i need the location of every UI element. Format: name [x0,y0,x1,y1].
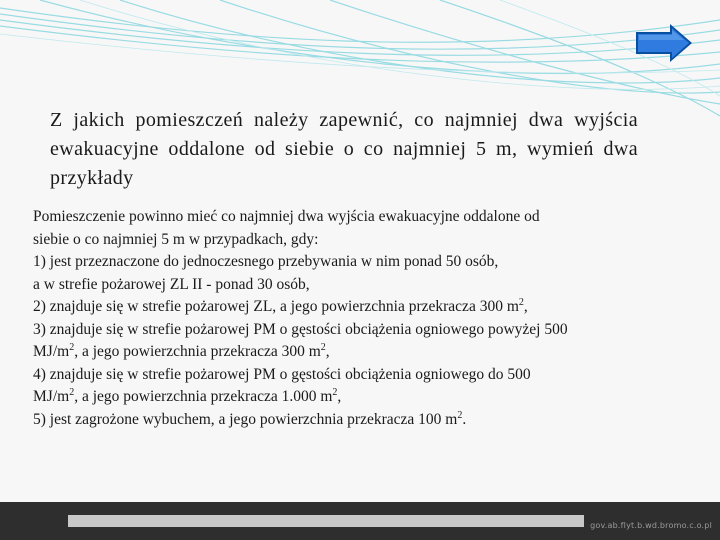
footer-watermark: gov.ab.flyt.b.wd.bromo.c.o.pl [590,521,712,530]
punctuation: . [462,410,467,428]
superscript: 2 [457,409,463,421]
answer-item-3-line-1: 3) znajduje się w strefie pożarowej PM o gęstości obciążenia ogniowego powyżej 500 [33,320,568,338]
punctuation: , [337,388,342,405]
answer-intro-line-1: Pomieszczenie powinno mieć co najmniej dwa wyjścia ewakuacyjne oddalone od [33,208,540,225]
footer-strip [68,515,584,527]
unit-text: MJ/m [33,388,70,405]
superscript: 2 [518,296,524,308]
answer-item-3-text: , a jego powierzchnia przekracza 300 m [74,343,321,360]
next-slide-button[interactable] [634,22,694,64]
unit-text: MJ/m [33,343,70,360]
punctuation: , [325,343,330,360]
slide-answer [33,206,653,431]
superscript: 2 [69,386,75,398]
superscript: 2 [332,386,338,398]
answer-item-5-text: 5) jest zagrożone wybuchem, a jego powierzchnia przekracza 100 m [33,410,458,428]
answer-item-2-text: 2) znajduje się w strefie pożarowej ZL, a jego powierzchnia przekracza 300 m [33,298,519,315]
answer-item-2 [33,296,653,319]
punctuation: , [523,298,528,315]
answer-item-4-line-2 [33,386,653,409]
arrow-right-icon [636,24,692,62]
slide-question: Z jakich pomieszczeń należy zapewnić, co najmniej dwa wyjścia ewakuacyjne oddalone od siebie o co najmniej 5 m, wymień dwa przykłady [50,109,638,189]
superscript: 2 [69,341,75,353]
answer-item-4-text: , a jego powierzchnia przekracza 1.000 m [74,388,333,405]
answer-item-1-line-2: a w strefie pożarowej ZL II - ponad 30 osób, [33,275,310,293]
answer-item-3-line-2 [33,341,653,364]
answer-intro-line-2: siebie o co najmniej 5 m w przypadkach, gdy: [33,230,319,248]
superscript: 2 [320,341,326,353]
answer-item-4-line-1: 4) znajduje się w strefie pożarowej PM o gęstości obciążenia ogniowego do 500 [33,365,531,383]
answer-item-5 [33,409,653,432]
answer-item-1-line-1: 1) jest przeznaczone do jednoczesnego przebywania w nim ponad 50 osób, [33,253,499,270]
